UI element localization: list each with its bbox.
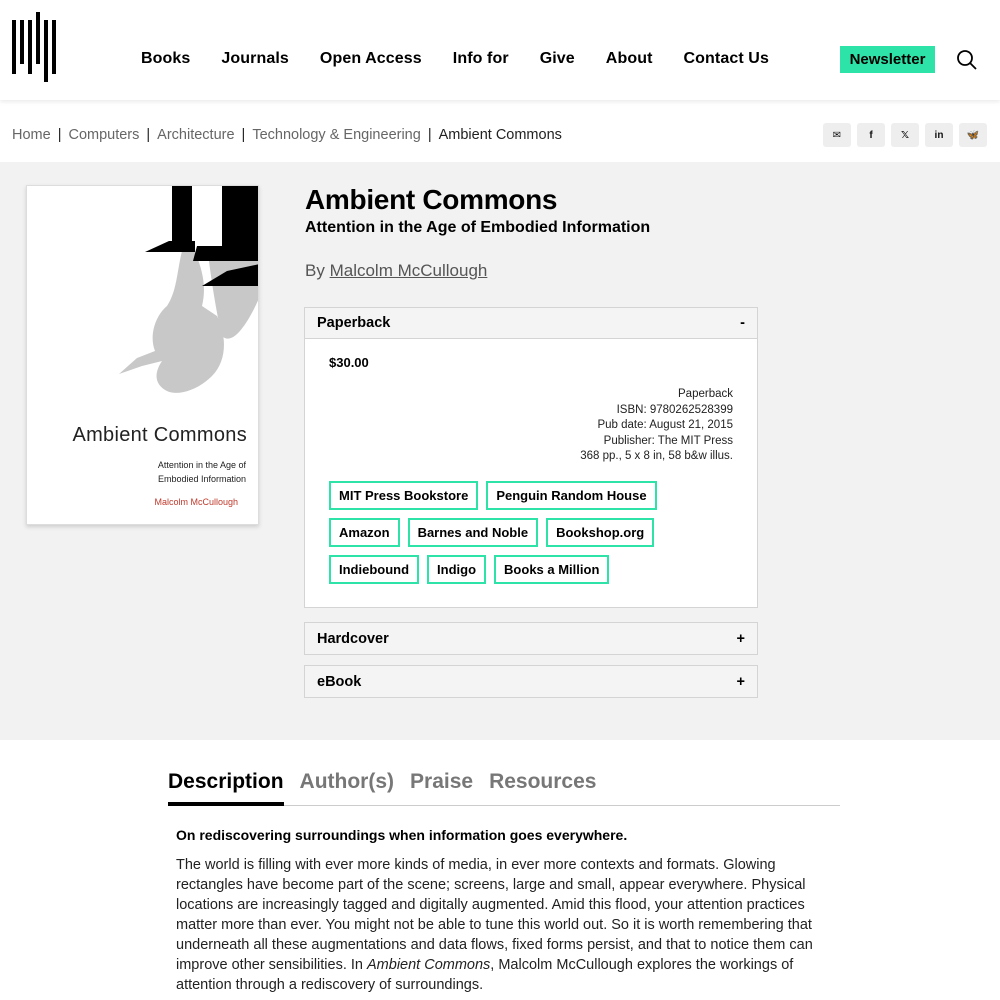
share-facebook-icon[interactable]: f xyxy=(857,123,885,147)
cover-illustration xyxy=(27,186,259,416)
retailer-list xyxy=(329,481,729,592)
share-bluesky-icon[interactable]: 🦋 xyxy=(959,123,987,147)
retailer-indigo-button[interactable]: Indigo xyxy=(427,555,486,584)
nav-books[interactable]: Books xyxy=(141,50,191,67)
expand-icon[interactable]: + xyxy=(736,630,745,647)
content-tabs xyxy=(168,770,840,806)
cover-subtitle-line2: Embodied Information xyxy=(157,474,246,484)
description-text: The world is filling with ever more kinds of media, in ever more contexts and formats. Glowing rectangles have become part of the scene; screens, large and small, appear everywhere. Physical locations are increasingly tagged and digitally augmented. Amid this flood, your attention practices matter more than ever. You might not be able to tune this world out. So it is worth remembering that underneath all these augmentations and data flows, fixed forms persist, and that to notice them can improve other sensibilities. In xyxy=(176,857,813,973)
breadcrumb-separator: | xyxy=(427,127,432,143)
main-nav xyxy=(141,50,800,68)
expand-icon[interactable]: + xyxy=(736,673,745,690)
breadcrumb xyxy=(12,127,562,143)
breadcrumb-computers[interactable]: Computers xyxy=(68,127,140,143)
site-header xyxy=(0,0,1000,100)
retailer-penguin-random-house-button[interactable]: Penguin Random House xyxy=(486,481,656,510)
search-icon[interactable] xyxy=(956,49,978,71)
share-email-icon[interactable]: ✉ xyxy=(823,123,851,147)
cover-subtitle-line1: Attention in the Age of xyxy=(157,460,246,470)
paperback-header[interactable] xyxy=(305,308,757,339)
breadcrumb-separator: | xyxy=(241,127,246,143)
mit-press-logo[interactable] xyxy=(12,12,56,82)
breadcrumb-architecture[interactable]: Architecture xyxy=(157,127,235,143)
description-lede: On rediscovering surroundings when information goes everywhere. xyxy=(176,827,628,843)
share-linkedin-icon[interactable]: in xyxy=(925,123,953,147)
ebook-label: eBook xyxy=(317,673,362,690)
author-link[interactable]: Malcolm McCullough xyxy=(329,261,488,280)
book-cover xyxy=(26,185,259,525)
meta-isbn: ISBN: 9780262528399 xyxy=(616,403,733,416)
byline xyxy=(305,261,487,281)
paperback-metadata xyxy=(580,387,733,465)
hardcover-header[interactable] xyxy=(305,623,757,654)
retailer-indiebound-button[interactable]: Indiebound xyxy=(329,555,419,584)
newsletter-button[interactable]: Newsletter xyxy=(840,46,935,73)
nav-give[interactable]: Give xyxy=(539,50,575,67)
nav-open-access[interactable]: Open Access xyxy=(319,50,422,67)
breadcrumb-home[interactable]: Home xyxy=(12,127,51,143)
retailer-bookshop-button[interactable]: Bookshop.org xyxy=(546,518,654,547)
meta-details: 368 pp., 5 x 8 in, 58 b&w illus. xyxy=(580,450,733,462)
nav-contact-us[interactable]: Contact Us xyxy=(683,50,769,67)
cover-author: Malcolm McCullough xyxy=(154,497,238,507)
paperback-label: Paperback xyxy=(317,315,391,331)
tab-praise[interactable]: Praise xyxy=(410,770,474,793)
hardcover-label: Hardcover xyxy=(317,630,389,647)
description-book-title: Ambient Commons xyxy=(367,957,491,973)
tab-resources[interactable]: Resources xyxy=(489,770,597,793)
retailer-barnes-and-noble-button[interactable]: Barnes and Noble xyxy=(408,518,539,547)
breadcrumb-current: Ambient Commons xyxy=(438,127,562,143)
retailer-books-a-million-button[interactable]: Books a Million xyxy=(494,555,609,584)
meta-format: Paperback xyxy=(678,388,733,400)
paperback-body xyxy=(305,339,757,607)
meta-pub-date: Pub date: August 21, 2015 xyxy=(597,419,733,431)
collapse-icon[interactable]: - xyxy=(740,315,745,331)
nav-about[interactable]: About xyxy=(605,50,653,67)
breadcrumb-separator: | xyxy=(57,127,62,143)
format-ebook xyxy=(304,665,758,698)
retailer-amazon-button[interactable]: Amazon xyxy=(329,518,400,547)
cover-subtitle xyxy=(27,458,246,486)
book-title: Ambient Commons xyxy=(305,184,558,215)
nav-info-for[interactable]: Info for xyxy=(452,50,509,67)
paperback-price: $30.00 xyxy=(329,355,369,370)
nav-journals[interactable]: Journals xyxy=(221,50,289,67)
share-x-icon[interactable]: 𝕏 xyxy=(891,123,919,147)
description-text-end: , Malcolm McCullough explores the workings of attention through a rediscovery of surroundings. xyxy=(176,957,794,993)
breadcrumb-separator: | xyxy=(146,127,151,143)
tab-authors[interactable]: Author(s) xyxy=(299,770,395,793)
book-subtitle: Attention in the Age of Embodied Information xyxy=(305,219,651,236)
format-paperback xyxy=(304,307,758,608)
tab-description[interactable]: Description xyxy=(168,770,284,806)
ebook-header[interactable] xyxy=(305,666,757,697)
format-hardcover xyxy=(304,622,758,655)
cover-title: Ambient Commons xyxy=(72,424,247,446)
byline-prefix: By xyxy=(305,261,325,280)
meta-publisher: Publisher: The MIT Press xyxy=(603,434,733,447)
retailer-mit-press-bookstore-button[interactable]: MIT Press Bookstore xyxy=(329,481,478,510)
breadcrumb-technology-engineering[interactable]: Technology & Engineering xyxy=(252,127,421,143)
description-body xyxy=(176,855,826,995)
